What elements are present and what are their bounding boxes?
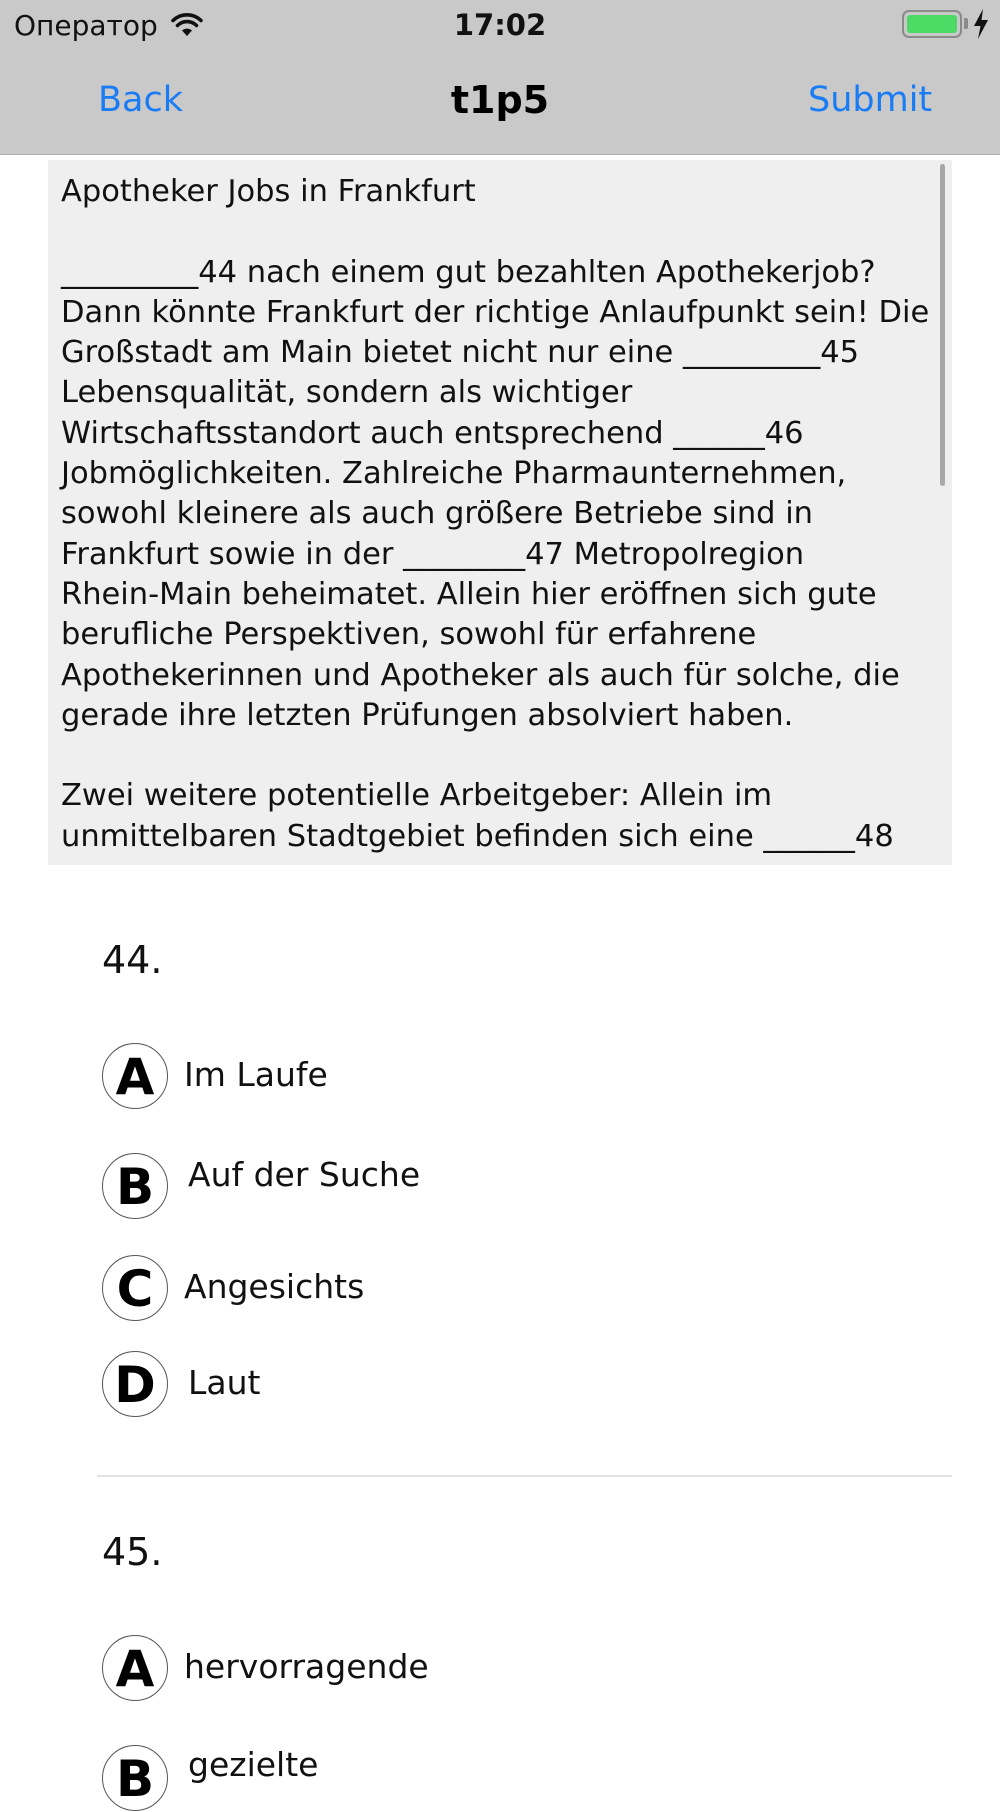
option-a[interactable] [102, 1043, 802, 1109]
option-letter-d[interactable]: D [102, 1351, 168, 1417]
scrollbar[interactable] [940, 164, 945, 486]
page-title: t1p5 [450, 78, 550, 122]
back-button[interactable]: Back [98, 80, 183, 120]
option-b[interactable] [102, 1745, 802, 1811]
battery-full-icon [902, 10, 962, 38]
question-number: 44. [102, 938, 163, 982]
option-d[interactable] [102, 1351, 802, 1417]
carrier-label: Оператор [14, 9, 158, 42]
option-label: Angesichts [184, 1267, 365, 1306]
option-label: Laut [188, 1363, 261, 1402]
option-a[interactable] [102, 1635, 802, 1701]
question-number: 45. [102, 1530, 163, 1574]
option-c[interactable] [102, 1255, 802, 1321]
option-letter-b[interactable]: B [102, 1153, 168, 1219]
status-time: 17:02 [453, 8, 547, 42]
top-bar [0, 0, 1000, 155]
submit-button[interactable]: Submit [808, 80, 933, 120]
passage-scroll-view[interactable] [48, 160, 952, 865]
battery-nub [964, 18, 968, 29]
option-letter-b[interactable]: B [102, 1745, 168, 1811]
bolt-icon [972, 8, 990, 40]
option-letter-c[interactable]: C [102, 1255, 168, 1321]
option-letter-a[interactable]: A [102, 1043, 168, 1109]
passage-text: Apotheker Jobs in Frankfurt _________44 nach einem gut bezahlten Apothekerjob? Dann könnte Frankfurt der richtige Anlaufpunkt sein! Die Großstadt am Main bietet nicht nur eine _________45 Lebensqualität, sondern als wichtiger Wirtschaftsstandort auch entsprechend ______46 Jobmöglichkeiten. Zahlreiche Pharmaunternehmen, sowohl kleinere als auch größere Betriebe sind in Frankfurt sowie in der ________47 Metropolregion Rhein-Main beheimatet. Allein hier eröffnen sich gute berufliche Perspektiven, sowohl für erfahrene Apothekerinnen und Apotheker als auch für solche, die gerade ihre letzten Prüfungen absolviert haben. Zwei weitere potentielle Arbeitgeber: Allein im unmittelbaren Stadtgebiet befinden sich eine ______48 [61, 174, 930, 854]
option-letter-a[interactable]: A [102, 1635, 168, 1701]
option-label: gezielte [188, 1745, 319, 1784]
option-label: hervorragende [184, 1647, 429, 1686]
question-divider [97, 1475, 952, 1477]
status-bar [0, 0, 1000, 52]
option-b[interactable] [102, 1153, 802, 1219]
option-label: Im Laufe [184, 1055, 328, 1094]
option-label: Auf der Suche [188, 1155, 421, 1194]
